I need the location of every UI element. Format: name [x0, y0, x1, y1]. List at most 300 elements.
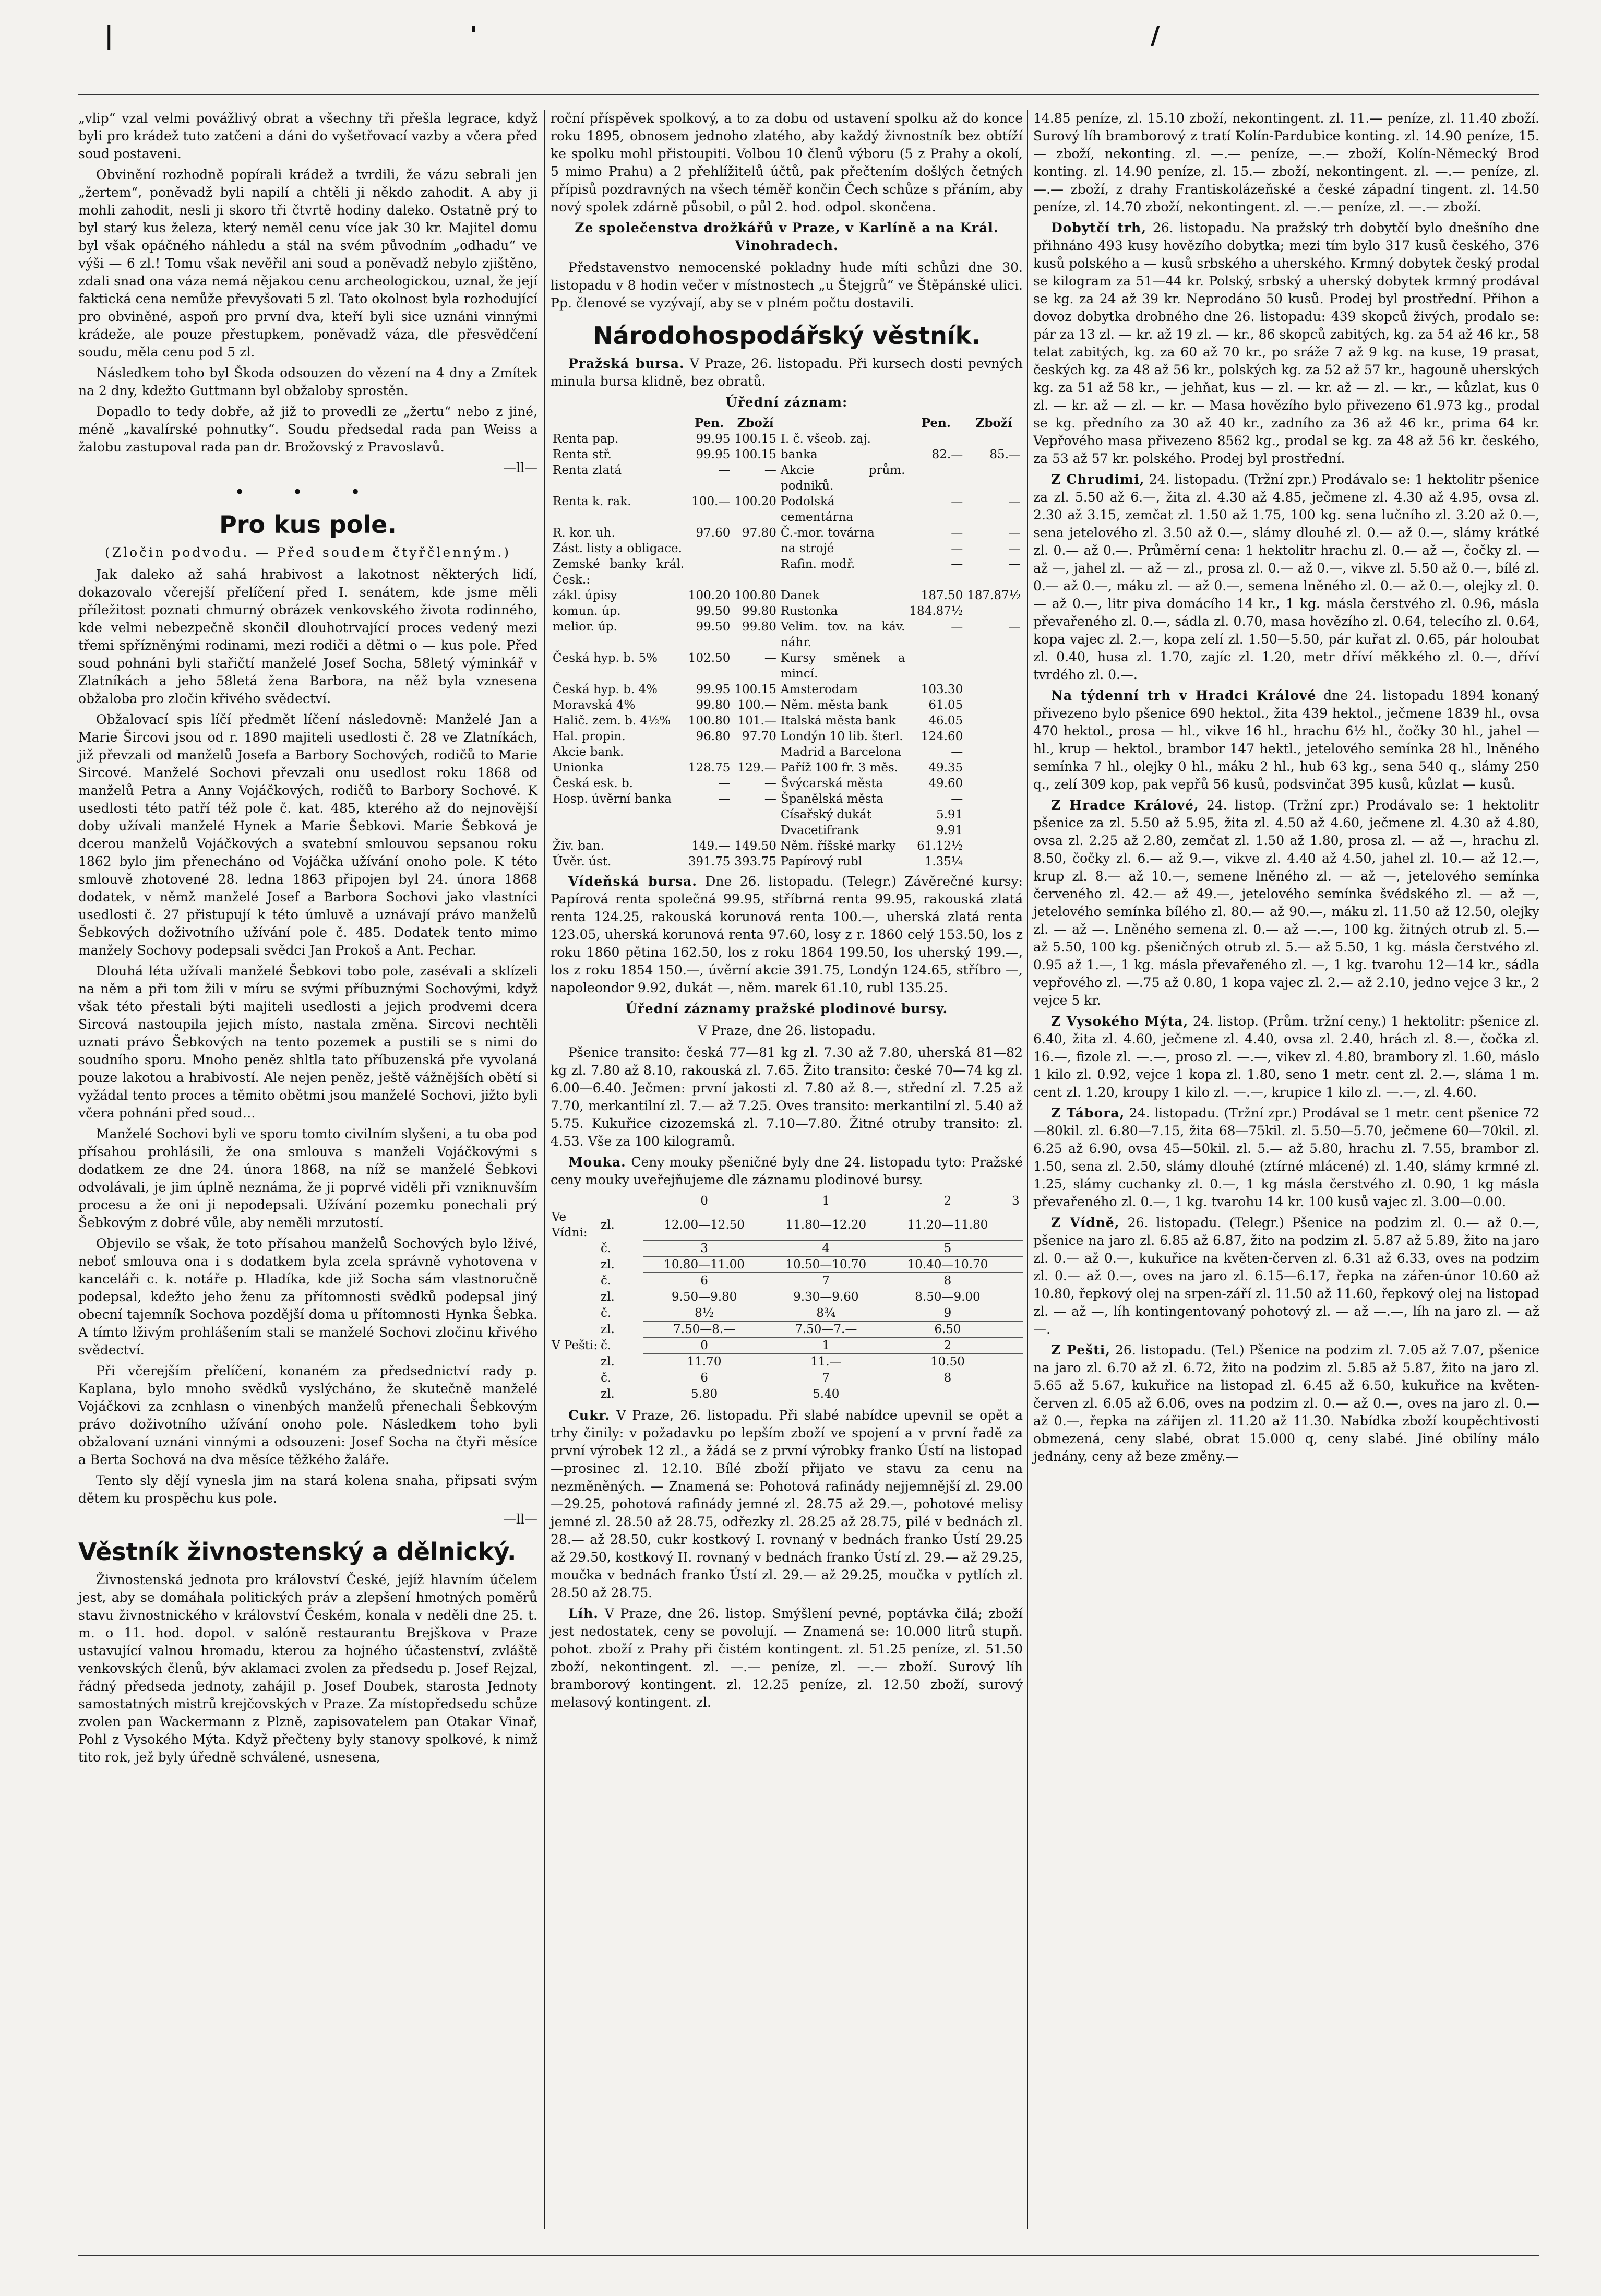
- table-cell: Česká hyp. b. 5%: [553, 651, 658, 665]
- table-cell: —: [951, 495, 963, 508]
- paragraph: „vlip“ vzal velmi povážlivý obrat a všechny tři přešla legrace, když byli pro krádež tuto zatčeni a dáni do vyšetřovací vazby a včera před soud postaveni.: [78, 111, 537, 161]
- table-row: [551, 619, 1023, 650]
- table-row: [551, 854, 1023, 870]
- table-group-label: [551, 1370, 600, 1386]
- table-row: [551, 556, 1023, 588]
- table-row: [551, 807, 1023, 823]
- table-header-cell: Zboží: [975, 416, 1012, 430]
- table-cell: 99.95: [696, 683, 731, 696]
- table-cell: Renta k. rak.: [553, 495, 631, 508]
- paragraph: Tento sly dějí vynesla jim na stará kolena snaha, připsati svým dětem ku prospěchu kus pole.: [78, 1473, 537, 1506]
- table-row: [551, 541, 1023, 556]
- table-cell: Italská města bank: [780, 714, 896, 728]
- table-cell: 3: [643, 1241, 765, 1257]
- table-row: [551, 682, 1023, 697]
- table-cell: 10.40—10.70: [887, 1257, 1008, 1273]
- paragraph: 26. listopadu. (Telegr.) Pšenice na podzim zl. 0.— až 0.—, pšenice na jaro zl. 6.85 až 6.87, žito na podzim zl. 5.87 až 5.89, žito na jaro zl. 0.— až 0.—, kukuřice na květen-červen zl. 6.31 až 6.33, oves na podzim zl. 0.— až 0.—, oves na jaro zl. 6.15—6.17, řepka na zářen-únor 10.60 až 10.80, řepkový olej na srpen-září zl. 11.50 až 11.60, řepkový olej na listopad zl. — až —, líh kontingentovaný pohotový zl. — až —.—, líh na jaro zl. — až —.: [1033, 1215, 1539, 1337]
- table-cell: 8: [887, 1370, 1008, 1386]
- table-cell: [686, 744, 732, 760]
- article-title: Pro kus pole.: [219, 510, 397, 539]
- table-cell: [965, 791, 1023, 807]
- table-cell: 9.30—9.60: [765, 1289, 887, 1305]
- table-cell: [965, 776, 1023, 791]
- table-row: [551, 1386, 1023, 1402]
- table-cell: zl.: [601, 1258, 615, 1271]
- table-row: [551, 494, 1023, 525]
- paragraph: V Praze, 26. listopadu. Při kursech dosti pevných minula bursa klidně, bez obratů.: [551, 356, 1023, 389]
- table-cell: na strojé: [780, 542, 834, 555]
- table-group-label: [551, 1257, 600, 1273]
- table-row: [551, 713, 1023, 729]
- table-cell: [965, 713, 1023, 729]
- table-cell: [965, 650, 1023, 682]
- table-row: [551, 525, 1023, 541]
- table-cell: Hosp. úvěrní banka: [553, 792, 672, 806]
- table-cell: 99.50: [696, 604, 731, 618]
- table-cell: Rustonka: [780, 604, 838, 618]
- subsection-title: Z Vídně,: [1051, 1215, 1120, 1230]
- table-cell: Rafin. modř.: [780, 557, 855, 571]
- subsection-title: Mouka.: [568, 1155, 626, 1170]
- table-cell: 393.75: [734, 855, 776, 869]
- table-cell: 187.50: [921, 589, 963, 602]
- paragraph: Pšenice transito: česká 77—81 kg zl. 7.30 až 7.80, uherská 81—82 kg zl. 7.80 až 8.10, rakouská zl. 7.65. Žito transito: české 70—74 kg zl. 6.00—6.40. Ječmen: první jakosti zl. 7.80 až 8.—, střední zl. 7.25 až 7.70, merkantilní zl. 7.— až 7.25. Oves transito: merkantilní zl. 5.40 až 5.75. Kukuřice cizozemská zl. 7.10—7.80. Žitné otruby transito: zl. 4.53. Vše za 100 kilogramů.: [551, 1045, 1023, 1149]
- table-cell: Švýcarská města: [780, 777, 883, 790]
- table-cell: [551, 807, 686, 823]
- table-cell: —: [951, 542, 963, 555]
- table-cell: 2: [887, 1193, 1008, 1209]
- table-cell: Velim. tov. na káv. náhr.: [780, 620, 905, 649]
- notice-title: Ze společenstva drožkářů v Praze, v Karlíně a na Král. Vinohradech.: [575, 220, 999, 253]
- table-cell: 9.91: [936, 824, 963, 837]
- column-rule: [544, 110, 545, 2229]
- table-cell: 1: [765, 1193, 887, 1209]
- table-cell: [965, 838, 1023, 854]
- table-cell: 5.40: [765, 1386, 887, 1402]
- table-cell: [686, 541, 732, 556]
- table-cell: 100.80: [734, 589, 776, 602]
- table-group-label: V Pešti:: [552, 1339, 598, 1352]
- table-cell: [965, 603, 1023, 619]
- table-row: [551, 838, 1023, 854]
- table-cell: —: [1009, 526, 1021, 540]
- table-cell: Renta zlatá: [553, 463, 622, 477]
- table-cell: 11.—: [765, 1354, 887, 1370]
- table-cell: Londýn 10 lib. šterl.: [780, 730, 903, 743]
- table-cell: 7: [765, 1370, 887, 1386]
- table-cell: [1009, 1322, 1023, 1338]
- table-cell: R. kor. uh.: [553, 526, 615, 540]
- subsection-title: Cukr.: [568, 1408, 610, 1423]
- table-cell: 103.30: [921, 683, 963, 696]
- table-row: [551, 1322, 1023, 1338]
- table-cell: 8¾: [765, 1305, 887, 1322]
- table-header-cell: Pen.: [921, 416, 951, 430]
- table-row: [551, 1354, 1023, 1370]
- newspaper-page: [78, 110, 1539, 2244]
- table-row: [551, 1193, 1023, 1209]
- margin-mark-left: |: [104, 21, 114, 50]
- paragraph: Manželé Sochovi byli ve sporu tomto civilním slyšeni, a tu oba pod přísahou prohlásili, že ona smlouva s manželi Vojáčkovými s dodatkem ze dne 24. února 1868, na níž se manželé Šebkovi odvolávali, je jim úplně neznáma, že ji poprvé viděli při vzniknuvším procesu a že oni ji nepodepsali. Užívání pozemku ponechali prý Šebkovým z dobré vůle, aby neměli mrzutostí.: [78, 1126, 537, 1230]
- table-cell: [965, 823, 1023, 838]
- table-cell: —: [1009, 495, 1021, 508]
- table-cell: [1009, 1338, 1023, 1354]
- table-cell: zl.: [601, 1323, 615, 1336]
- table-cell: Česká hyp. b. 4%: [553, 683, 658, 696]
- table-header-cell: Pen.: [695, 416, 724, 430]
- paragraph: Jak daleko až sahá hrabivost a lakotnost některých lidí, dokazovalo včerejší přelíčení před I. senátem, kde jsme měli příležitost poznati chmurný obrázek venkovského života rodinného, kde velmi nebezpečně skončil dlouhotrvající proces vedený mezi třemi spřízněnými rodinami, mezi rodiči a dětmi o — kus pole. Před soud pohnáni byli stařičtí manželé Josef Socha, 58letý výminkář v Zlatníkách a jeho 58letá žena Barbora, na něž byla vznesena obžaloba pro zločin křivého svědectví.: [78, 567, 537, 706]
- table-cell: —: [951, 620, 963, 634]
- table-cell: Madrid a Barcelona: [780, 745, 902, 759]
- table-cell: [907, 650, 965, 682]
- table-cell: 10.50—10.70: [765, 1257, 887, 1273]
- table-row: [551, 791, 1023, 807]
- table-cell: 1.35¼: [924, 855, 963, 869]
- paragraph: roční příspěvek spolkový, a to za dobu od ustavení spolku až do konce roku 1895, obnosem jednoho zlatého, aby každý živnostník bez obtíží ke spolku mohl přistoupiti. Volbou 10 členů výboru (5 z Prahy a okolí, 5 mimo Prahu) a 2 přehlížitelů účtů, pak přečtením došlých četných přípisů pozdravných na všech téměř končin Čech schůze s přáním, aby nový spolek zdárně působil, o půl 2. hod. odpol. skončena.: [551, 111, 1023, 215]
- table-cell: 8½: [643, 1305, 765, 1322]
- table-cell: 85.—: [989, 448, 1021, 461]
- dateline: V Praze, dne 26. listopadu.: [698, 1023, 876, 1038]
- table-cell: [732, 541, 778, 556]
- table-cell: —: [718, 463, 731, 477]
- table-cell: Něm. říšské marky: [780, 839, 896, 853]
- table-cell: 124.60: [921, 730, 963, 743]
- paragraph: 26. listopadu. (Tel.) Pšenice na podzim zl. 7.05 až 7.07, pšenice na jaro zl. 6.70 až zl. 6.72, žito na podzim zl. 5.85 až 5.87, žito na jaro zl. 5.65 až 5.67, kukuřice na listopad zl. 6.45 až 6.50, kukuřice na květen-červen zl. 6.05 až 6.06, oves na podzim zl. 0.— až 0.—, oves na jaro zl. 0.— až 0.—, řepka na zářijen zl. 11.20 až 11.30. Nabídka zboží koupěchtivosti obmezená, ceny slabé, obrat 15.000 q, ceny slabé. Jiné obilíny málo jednány, ceny až beze změny.—: [1033, 1342, 1539, 1464]
- table-cell: zl.: [601, 1387, 615, 1401]
- table-cell: 100.20: [734, 495, 776, 508]
- paragraph: Objevilo se však, že toto přísahou manželů Sochových bylo lživé, neboť smlouva ona i s dodatkem byla zcela správně vyhotovena v kanceláři c. k. notáře p. Hladíka, kde již Socha sám vlastnoručně podepsal, kdežto jeho ženu za přítomnosti svědků podepsal jiný obecní tajemník Sochova pozdější doma u přítomnosti Hynka Šebka. A tímto lživým prohlášením stali se manželé Sochovi zločinu křivého svědectví.: [78, 1236, 537, 1358]
- column-3: [1033, 110, 1539, 1469]
- table-cell: 1: [765, 1338, 887, 1354]
- table-cell: Papírový rubl: [780, 855, 863, 869]
- table-row: [551, 1370, 1023, 1386]
- table-row: [551, 1257, 1023, 1273]
- subsection-title: Z Pešti,: [1051, 1342, 1110, 1358]
- table-cell: —: [951, 557, 963, 571]
- table-cell: Zást. listy a obligace.: [553, 542, 682, 555]
- table-row: [551, 588, 1023, 603]
- table-cell: Živ. ban.: [553, 839, 604, 853]
- table-cell: 99.50: [696, 620, 731, 634]
- table-cell: [965, 431, 1023, 447]
- table-cell: —: [718, 792, 731, 806]
- margin-mark-right: /: [1151, 21, 1160, 50]
- table-cell: 3: [1009, 1193, 1023, 1209]
- table-cell: [1009, 1241, 1023, 1257]
- table-cell: 12.00—12.50: [643, 1209, 765, 1241]
- table-group-label: [551, 1273, 600, 1289]
- table-cell: [1009, 1289, 1023, 1305]
- paragraph: dne 24. listopadu 1894 konaný přivezeno bylo pšenice 690 hektol., žita 439 hektol., ječmene 1839 hl., ovsa 470 hektol., prosa — hl., vikve 16 hl., hrachu 6½ hl., čočky 30 hl., jahel — hl., krup — hektol., brambor 147 hektl., jetelového semínka 28 hl., lněného semínka 7 hl., olejky 0 hl., máku 2 hl., hub 63 kg., sena 540 q., slámy 250 q., zelí 309 kop, pak vepřů 56 kusů, podsvinčat 395 kusů, kůzlat — kusů.: [1033, 688, 1539, 792]
- table-row: [551, 744, 1023, 760]
- table-cell: 7.50—8.—: [643, 1322, 765, 1338]
- table-cell: 82.—: [931, 448, 963, 461]
- table-cell: [732, 807, 778, 823]
- subsection-title: Vídeňská bursa.: [568, 874, 697, 889]
- table-cell: 129.—: [737, 761, 776, 775]
- table-cell: [1009, 1257, 1023, 1273]
- table-cell: 187.87½: [967, 589, 1021, 602]
- table-cell: [965, 682, 1023, 697]
- table-cell: Amsterodam: [780, 683, 858, 696]
- table-row: [551, 1305, 1023, 1322]
- subsection-title: Z Tábora,: [1051, 1105, 1125, 1121]
- table-cell: Zemské banky král. Česk.:: [553, 557, 684, 587]
- subsection-title: Na týdenní trh v Hradci Králové: [1051, 688, 1317, 703]
- table-cell: [965, 462, 1023, 494]
- table-cell: 0: [643, 1338, 765, 1354]
- table-group-label: [551, 1241, 600, 1257]
- table-header-cell: [779, 415, 907, 431]
- table-cell: 0: [643, 1193, 765, 1209]
- table-row: [551, 1273, 1023, 1289]
- table-cell: [887, 1386, 1008, 1402]
- table-row: [551, 431, 1023, 447]
- table-cell: 97.70: [742, 730, 776, 743]
- table-header-cell: Zboží: [737, 416, 774, 430]
- paragraph: Představenstvo nemocenské pokladny hude míti schůzi dne 30. listopadu v 8 hodin večer v místnostech „u Štejgrů“ ve Štěpánské ulici. Pp. členové se vyzývají, aby se v plném počtu dostavili.: [551, 260, 1023, 311]
- table-cell: zl.: [601, 1218, 615, 1232]
- table-cell: melior. úp.: [553, 620, 617, 634]
- table-cell: —: [951, 745, 963, 759]
- table-cell: 7.50—7.—: [765, 1322, 887, 1338]
- table-cell: 7: [765, 1273, 887, 1289]
- table-cell: [686, 556, 732, 588]
- table-cell: 149.50: [734, 839, 776, 853]
- paragraph: 24. listop. (Tržní zpr.) Prodávalo se: 1 hektolitr pšenice za zl. 5.50 až 5.95, žita zl. 4.50 až 4.60, ječmene zl. 4.30 až 4.80, ovsa zl. 2.25 až 2.80, zemčat zl. 1.50 až 1.80, prosa zl. — až —, hrachu zl. 8.50, čočky zl. 6.— až 9.—, vikve zl. 4.40 až 4.50, jahel zl. 10.— až 12.—, krup zl. 8.— až 10.—, semene lněného zl. — až —, jetelového semínka červeného zl. 42.— až 49.—, jetelového semínka švédského zl. — až —, jetelového semínka bílého zl. 80.— až 90.—, máku zl. 11.50 až 12.50, olejky zl. — až —. Lněného semena zl. 0.— až —.—, 100 kg. žitných otrub zl. 5.— až 5.50, 100 kg. pšeničných otrub zl. 5.— až 5.50, 1 kg. másla čerstvého zl. 0.95 až 1.—, 1 kg. másla převařeného zl. —, 1 kg. tvarohu 12—14 kr., sádla vepřového zl. —.75 až 0.80, 1 kopa vajec zl. 2.— až 2.10, jedno vejce 3 kr., 2 vejce 5 kr.: [1033, 798, 1539, 1008]
- table-cell: č.: [601, 1274, 612, 1288]
- table-cell: 9.50—9.80: [643, 1289, 765, 1305]
- table-cell: —: [718, 777, 731, 790]
- table-cell: Podolská cementárna: [780, 495, 854, 524]
- table-cell: 100.—: [737, 698, 776, 712]
- article-subtitle: (Zločin podvodu. — Před soudem čtyřčlenným.): [105, 545, 511, 560]
- table-cell: —: [764, 463, 776, 477]
- table-cell: Něm. města bank: [780, 698, 888, 712]
- subsection-title: Pražská bursa.: [568, 356, 685, 371]
- table-cell: [965, 744, 1023, 760]
- table-cell: [907, 431, 965, 447]
- table-cell: 97.60: [696, 526, 731, 540]
- paragraph: 14.85 peníze, zl. 15.10 zboží, nekontingent. zl. 11.— peníze, zl. 11.40 zboží. Surový líh bramborový z tratí Kolín-Pardubice konting. zl. 14.90 peníze, 15.— zboží, nekonting. zl. —.— peníze, —.— zboží, Kolín-Německý Brod konting. zl. 14.90 peníze, zl. 15.— zboží, nekontingent. zl. —.— peníze, zl. —.— zboží, z drahy Frantiskolázeňské a české západní tingent. zl. 14.50 peníze, zl. 14.70 zboží, nekontingent. zl. —.— peníze, zl. —.— zboží.: [1033, 111, 1539, 215]
- paragraph: 24. listop. (Prům. tržní ceny.) 1 hektolitr: pšenice zl. 6.40, žita zl. 4.60, ječmene zl. 4.40, ovsa zl. 2.40, hrách zl. 8.—, čočka zl. 16.—, fizole zl. —.—, proso zl. —.—, vikev zl. 4.80, brambory zl. 1.60, máslo 1 kilo zl. 0.92, vejce 1 kopa zl. 1.80, seno 1 metr. cent zl. 2.—, sláma 1 m. cent zl. 1.20, kroupy 1 kilo zl. —.—, krupice 1 kilo zl. —.—, zl. 4.60.: [1033, 1014, 1539, 1100]
- table-cell: 10.80—11.00: [643, 1257, 765, 1273]
- table-cell: zl.: [601, 1355, 615, 1369]
- table-cell: [1009, 1354, 1023, 1370]
- paragraph: 24. listopadu. (Tržní zpr.) Prodávalo se: 1 hektolitr pšenice za zl. 5.50 až 6.—, žita zl. 4.30 až 4.85, ječmene zl. 4.30 až 4.95, ovsa zl. 2.30 až 3.15, zemčat zl. 1.50 až 1.75, 100 kg. sena lučního zl. 3.20 až 0.—, sena jetelového zl. 3.50 až 0.—, slámy dlouhé zl. 0.— až 0.—, slámy krátké zl. 0.— až 0.—. Průměrní cena: 1 hektolitr hrachu zl. 0.— až —, čočky zl. — až —, jahel zl. — až — zl., prosa zl. 0.— až 0.—, vikve zl. 5.50 až 0.—, bílé zl. 0.— až 0.—, máku zl. — až 0.—, semena lněného zl. 0.— až 0.—, olejky zl. 0.— až 0.—, litr piva domácího 14 kr., 1 kg. másla čerstvého zl. 0.96, másla převařeného zl. 0.—, sádla zl. 0.70, masa hovězího zl. 0.64, telecího zl. 0.64, kopa vajec zl. 2.—, kopa zelí zl. 1.50—5.50, pár kuřat zl. 0.65, pár holoubat zl. 0.40, husa zl. 1.70, zajíc zl. 1.20, metr dříví měkkého zl. 0.—, dříví tvrdého zl. 0.—.: [1033, 472, 1539, 682]
- subsection-title: Úřední záznamy pražské plodinové bursy.: [625, 1001, 948, 1016]
- table-cell: 100.—: [691, 495, 731, 508]
- table-cell: [1009, 1370, 1023, 1386]
- table-row: [551, 729, 1023, 744]
- paragraph: Dopadlo to tedy dobře, až již to provedli ze „žertu“ nebo z jiné, méně „kavalírské pohnutky“. Soudu předsedal rada pan Weiss a žalobu zastupoval rada pan dr. Brožovský z Pravoslavů.: [78, 404, 537, 455]
- table-cell: č.: [601, 1306, 612, 1320]
- table-cell: 99.95: [696, 432, 731, 446]
- section-title: Věstník živnostenský a dělnický.: [78, 1538, 517, 1566]
- table-cell: 49.35: [928, 761, 963, 775]
- table-cell: 99.80: [696, 698, 731, 712]
- table-cell: 2: [887, 1338, 1008, 1354]
- table-cell: [907, 462, 965, 494]
- paragraph: Živnostenská jednota pro království České, jejíž hlavním účelem jest, aby se domáhala politických práv a zlepšení hmotných poměrů stavu živnostnického v království Českém, konala v neděli dne 25. t. m. o 11. hod. dopol. v salóně restaurantu Brejškova v Praze ustavující valnou hromadu, kterou za hojného účastenství, zvláště venkovských členů, býv aklamaci zvolen za předsedu p. Josef Rejzal, řádný předseda jednoty, zahájil p. Josef Doubek, starosta Jednoty samostatných mistrů krejčovských v Praze. Za místopředsedu schůze zvolen pan Wackermann z Plzně, zapisovatelem pan Otakar Vinař, Pohl z Vysokého Mýta. Když přečteny byly stanovy spolkové, k nimž tito rok, jež byly úředně schválené, usnesena,: [78, 1572, 537, 1765]
- subsection-title: Z Hradce Králové,: [1051, 798, 1199, 813]
- table-cell: 99.95: [696, 448, 731, 461]
- table-cell: Danek: [780, 589, 820, 602]
- table-row: [551, 1338, 1023, 1354]
- paragraph: 26. listopadu. Na pražský trh dobytčí bylo dnešního dne přihnáno 493 kusy hovězího dobytka; mezi tím bylo 317 kusů českého, 376 kusů polského a — kusů srbského a uherského. Krmný dobytek český prodal se kilogram za 51—44 kr. Polský, srbský a uherský dobytek krmný prodával se kg. za 24 až 39 kr. Neprodáno 50 kusů. Prodej byl prostřední. Přihon a dovoz dobytka drobného dne 26. listopadu: 439 skopců živých, prodalo se: pár za 13 zl. — kr. až 19 zl. — kr., 86 skopců zabitých, kg. za 54 až 46 kr., 58 telat zabitých, kg. za 60 až 70 kr., po sráže 7 až 9 kg. na kuse, 19 prasat, českých kg. za 48 až 56 kr., polských kg. za 52 až 57 kr., hagouně uherských kg. za 51 až 58 kr., — jehňat, kus — zl. — kr. až — zl. — kr., — kůzlat, kus 0 zl. — kr. až — zl. — kr. — Masa hovězího bylo přivezeno 61.973 kg., prodal se kg. předního za 30 až 40 kr., zadního za 36 až 46 kr., prima 64 kr. Vepřového masa přivezeno 8562 kg., prodal se kg. za 48 až 56 kr. českého, za 53 až 57 kr. polského. Prodej byl prostřední.: [1033, 220, 1540, 466]
- table-cell: —: [764, 651, 776, 665]
- table-row: [551, 650, 1023, 682]
- table-row: [551, 1209, 1023, 1241]
- table-row: [551, 1289, 1023, 1305]
- paragraph: 24. listopadu. (Tržní zpr.) Prodával se 1 metr. cent pšenice 72—80kil. zl. 6.80—7.15, žita 68—75kil. zl. 5.50—5.70, ječmene 60—70kil. zl. 6.25 až 6.90, ovsa 45—50kil. zl. 5.— až 5.80, hrachu zl. 7.55, brambor zl. 1.50, sena zl. 2.50, slámy dlouhé (ztírné mlácené) zl. 1.40, slámy krmné zl. 1.25, slámy cuchanky zl. 0.—, 1 kg másla čerstvého zl. 0.90, 1 kg másla převařeného zl. 0.—, 1 kg. tvarohu 14 kr. 100 kusů vajec zl. 3.00—0.00.: [1033, 1105, 1540, 1209]
- table-cell: Dvacetifrank: [780, 824, 859, 837]
- table-group-label: [551, 1305, 600, 1322]
- table-cell: 149.—: [691, 839, 731, 853]
- table-cell: [1009, 1386, 1023, 1402]
- table-cell: Č.-mor. továrna: [780, 526, 875, 540]
- table-cell: [732, 744, 778, 760]
- table-cell: —: [1009, 620, 1021, 634]
- table-cell: 102.50: [688, 651, 731, 665]
- table-cell: [1009, 1273, 1023, 1289]
- table-cell: [732, 556, 778, 588]
- paragraph: V Praze, 26. listopadu. Při slabé nabídce upevnil se opět a trhy činily: v požadavku po lepším zboží ve spojení a v první řadě za první výrobek 12 zl., a žádá se z první výrobky franko Ústí na listopad—prosinec zl. 12.10. Bílé zboží přijato ve stavu za cenu na nezměněných. — Znamená se: Pohotová rafinády nejjemnější zl. 29.00—29.25, pohotová rafinády jemné zl. 28.75 až 29.—, pohotové melisy jemné zl. 28.50 až 28.75, odřezky zl. 28.25 až 28.75, pilé v bednách zl. 28.— až 28.50, cukr kostkový I. rovnaný v bednách franko Ústí 29.25 až 29.50, kostkový II. rovnaný v bednách franko Ústí zl. 29.— až 29.25, moučka v bednách franko Ústí zl. 29.— až 29.25, moučka v pytlích zl. 28.50 až 28.75.: [551, 1408, 1023, 1600]
- table-cell: —: [764, 777, 776, 790]
- table-cell: zákl. úpisy: [553, 589, 617, 602]
- paragraph: Dne 26. listopadu. (Telegr.) Závěrečné kursy: Papírová renta společná 99.95, stříbrná renta 99.95, rakouská zlatá renta 124.25, rakouská korunová renta 100.—, uherská zlatá renta 123.05, uherská korunová renta 97.60, losy z r. 1860 celý 153.50, los z roku 1860 pětina 162.50, los z roku 1864 199.50, los uherský 199.—, los z roku 1854 150.—, úvěrní akcie 391.75, Londýn 124.65, stříbro —, napoleondor 9.92, dukát —, něm. marek 61.10, rubl 135.25.: [551, 874, 1023, 995]
- table-cell: Španělská města: [780, 792, 883, 806]
- table-cell: [686, 807, 732, 823]
- table-cell: 46.05: [928, 714, 963, 728]
- table-cell: 6: [643, 1273, 765, 1289]
- section-title: Národohospodářský věstník.: [593, 322, 981, 350]
- paragraph: V Praze, dne 26. listop. Smýšlení pevné, poptávka čilá; zboží jest nedostatek, ceny se povolují. — Znamená se: 10.000 litrů stupň. pohot. zboží z Prahy při čistém kontingent. zl. 51.25 peníze, zl. 51.50 zboží, nekontingent. zl. —.— peníze, zl. —.— zboží. Surový líh bramborový kontingent. zl. 12.25 peníze, zl. 12.50 zboží, surový melasový kontingent. zl.: [551, 1606, 1023, 1710]
- table-row: [551, 1241, 1023, 1257]
- table-caption: Úřední záznam:: [725, 395, 848, 410]
- table-cell: č.: [601, 1339, 612, 1352]
- table-cell: [965, 729, 1023, 744]
- table-cell: 6: [643, 1370, 765, 1386]
- table-cell: 100.15: [734, 432, 776, 446]
- table-cell: [965, 697, 1023, 713]
- table-cell: 10.50: [887, 1354, 1008, 1370]
- column-rule: [1027, 110, 1028, 2229]
- subsection-title: Dobytčí trh,: [1051, 220, 1146, 235]
- table-cell: Moravská 4%: [553, 698, 636, 712]
- table-cell: 100.15: [734, 683, 776, 696]
- table-cell: 96.80: [696, 730, 731, 743]
- table-row: [551, 760, 1023, 776]
- table-cell: č.: [601, 1371, 612, 1385]
- table-cell: 5.91: [936, 808, 963, 822]
- table-cell: Akcie prům. podniků.: [780, 463, 905, 493]
- signature: —ll—: [503, 1512, 537, 1527]
- column-2: [551, 110, 1023, 1715]
- table-cell: [551, 823, 686, 838]
- table-cell: 100.20: [688, 589, 731, 602]
- table-cell: 8.50—9.00: [887, 1289, 1008, 1305]
- paragraph: Následkem toho byl Škoda odsouzen do vězení na 4 dny a Zmítek na 2 dny, kdežto Guttmann byl obžaloby sprostěn.: [78, 365, 537, 398]
- table-cell: 101.—: [737, 714, 776, 728]
- table-cell: —: [764, 792, 776, 806]
- table-cell: Akcie bank.: [553, 745, 624, 759]
- paragraph: Obvinění rozhodně popírali krádež a tvrdili, že vázu sebrali jen „žertem“, poněvadž byli napilí a chtěli ji někdo zahodit. A aby ji mohli zahodit, nesli ji skoro tři čtvrtě hodiny daleko. Ostatně prý to byl starý kus železa, který neměl cenu více jak 30 kr. Majitel domu byl však opáčného náhledu a stál na svém původním „odhadu“ ve výši — 6 zl.! Tomu však nevěřil ani soud a poněvadž nebylo zjištěno, zdali snad ona váza nemá nějakou cenu archeologickou, uznal, že její faktická cena nemůže převyšovati 5 zl. Tato okolnost byla rozhodující pro obviněné, aspoň pro první dva, kteří byli sice uznáni vinnými krádeže, ale pouze přestupkem, poněvadž váza, dle přesvědčení soudu, měla cenu pod 5 zl.: [78, 167, 537, 360]
- table-group-label: [551, 1386, 600, 1402]
- table-cell: Úvěr. úst.: [553, 855, 612, 869]
- table-cell: 6.50: [887, 1322, 1008, 1338]
- table-cell: I. č. všeob. zaj.: [780, 432, 871, 446]
- bursa-table: [551, 415, 1023, 870]
- table-group-label: [551, 1289, 600, 1305]
- subsection-title: Z Chrudimi,: [1051, 472, 1145, 487]
- column-1: [78, 110, 537, 1769]
- table-cell: [600, 1193, 643, 1209]
- table-cell: Císařský dukát: [780, 808, 871, 822]
- table-group-label: Ve Vídni:: [552, 1210, 588, 1240]
- table-cell: 9: [887, 1305, 1008, 1322]
- table-cell: Česká esk. b.: [553, 777, 633, 790]
- table-row: [551, 776, 1023, 791]
- table-header-cell: [551, 415, 686, 431]
- subsection-title: Z Vysokého Mýta,: [1051, 1014, 1189, 1029]
- table-row: [551, 697, 1023, 713]
- table-cell: komun. úp.: [553, 604, 621, 618]
- table-cell: 100.80: [688, 714, 731, 728]
- table-cell: [732, 823, 778, 838]
- table-cell: 5: [887, 1241, 1008, 1257]
- table-cell: Renta pap.: [553, 432, 619, 446]
- table-cell: 99.80: [742, 604, 776, 618]
- table-cell: č.: [601, 1242, 612, 1255]
- table-cell: Paříž 100 fr. 3 měs.: [780, 761, 899, 775]
- table-row: [551, 462, 1023, 494]
- paragraph: Dlouhá léta užívali manželé Šebkovi tobo pole, zasévali a sklízeli na něm a při tom žili v míru se svými příbuznými Sochovými, když však této přestali býti majiteli usedlosti a jejich prodvemi dcera Sircová nastoupila jejich místo, nastala změna. Sircovi nechtěli uznati právo Šebkových na tento pozemek a pustili se s nimi do soudního sporu. Mnoho peněz shltla tato příbuzenská pře vyvolaná pouze lakotou a hrabivostí. Ale nejen peněz, ještě vážnějších obětí si vyžádal tento proces a těmito obětmi jsou manželé Sochovi, jižto byli včera pohnáni před soud…: [78, 963, 537, 1121]
- table-cell: 184.87½: [909, 604, 963, 618]
- table-cell: [686, 823, 732, 838]
- table-header-row: [551, 415, 1023, 431]
- table-cell: 8: [887, 1273, 1008, 1289]
- table-cell: 11.80—12.20: [765, 1209, 887, 1241]
- table-cell: zl.: [601, 1290, 615, 1304]
- table-row: [551, 823, 1023, 838]
- table-cell: 61.12½: [917, 839, 963, 853]
- paragraph: Při včerejším přelíčení, konaném za předsednictví rady p. Kaplana, bylo mnoho svědků vyslýcháno, že skutečně manželé Vojáčkovi za zcnhlasn o vinenbých manželů přenechali Šebkovým právo doživotního užívání onoho pole. Následkem toho byli obžalovaní uznáni vinnými a odsouzeni: Josef Socha na čtyři měsíce a Berta Sochová na dva měsíce těžkého žaláře.: [78, 1363, 537, 1467]
- table-cell: 128.75: [688, 761, 731, 775]
- table-cell: [965, 760, 1023, 776]
- paragraph: Ceny mouky pšeničné byly dne 24. listopadu tyto: Pražské ceny mouky uveřejňujeme dle záznamu plodinové bursy.: [551, 1155, 1023, 1187]
- table-cell: 49.60: [928, 777, 963, 790]
- table-cell: 5.80: [643, 1386, 765, 1402]
- table-cell: 391.75: [688, 855, 731, 869]
- table-cell: —: [951, 526, 963, 540]
- table-cell: 4: [765, 1241, 887, 1257]
- table-cell: Unionka: [553, 761, 604, 775]
- bottom-rule: [78, 2255, 1539, 2256]
- table-cell: banka: [780, 448, 818, 461]
- subsection-title: Líh.: [568, 1606, 599, 1621]
- table-cell: Halič. zem. b. 4½%: [553, 714, 671, 728]
- section-divider: • • •: [234, 482, 381, 503]
- table-cell: [1009, 1209, 1023, 1241]
- paragraph: Obžalovací spis líčí předmět líčení následovně: Manželé Jan a Marie Šircovi jsou od r. 1890 majiteli usedlosti č. 28 ve Zlatníkách, již převzali od manželů Josefa a Barbory Sochových, rodičů to Marie Sircové. Manželé Sochovi převzali onu usedlost roku 1868 od manželů Petra a Anny Vojáčkových, rodičů to Barbory Sochové. K usedlosti této patří též pole č. kat. 485, kterého až do nejnovější doby užívali manželé Hynek a Marie Šebkovi. Marie Šebková je dcerou manželů Vojáčkových a svatební smlouvou sepsanou roku 1862 bylo jim přenecháno od Vojáčka užívání onoho pole. K této smlouvě zhotovené 28. ledna 1863 připojen byl 24. února 1868 dodatek, v němž manželé Josef a Barbora Sochovi jako vlastníci usedlosti č. 27 přistupují k této úmluvě a uznávají právo manželů Šebkových doživotního užívání pole č. 485. Dodatek tento mimo manžely Sochovy podepsali svědci Jan Prokoš a Ant. Pechar.: [78, 712, 537, 958]
- table-group-label: [551, 1193, 600, 1209]
- table-row: [551, 447, 1023, 462]
- signature: —ll—: [503, 460, 537, 475]
- table-cell: —: [1009, 542, 1021, 555]
- table-row: [551, 603, 1023, 619]
- table-cell: [965, 807, 1023, 823]
